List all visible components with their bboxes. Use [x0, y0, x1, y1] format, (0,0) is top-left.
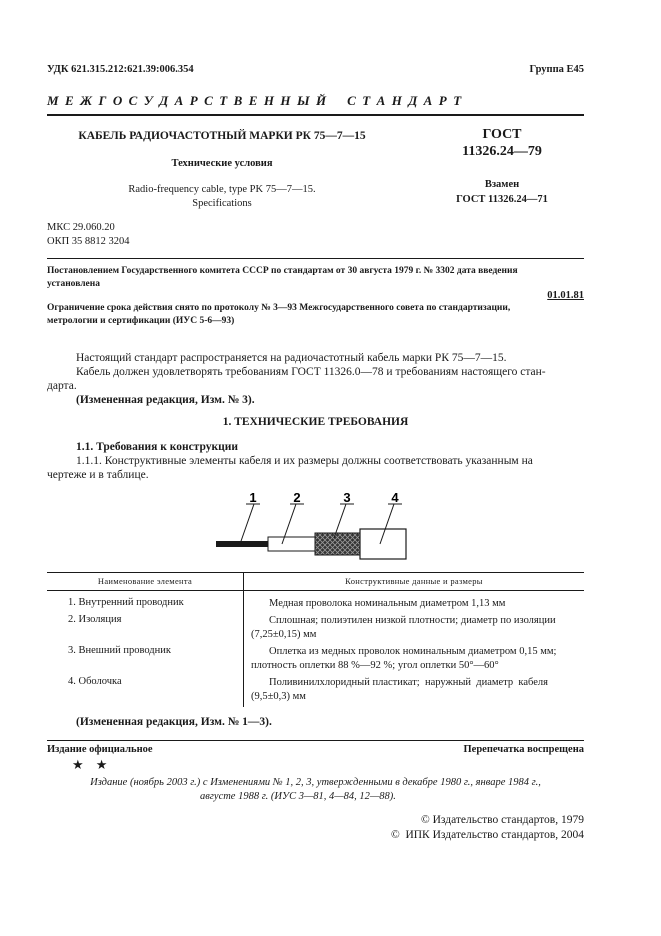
- callout-label: 4: [391, 490, 399, 505]
- amendment-note-2: (Измененная редакция, Изм. № 1—3).: [76, 716, 272, 728]
- row-name: 1. Внутренний проводник: [68, 597, 184, 608]
- limit-line1: Ограничение срока действия снято по протоколу № 3—93 Межгосударственного совета по стандартизации,: [47, 303, 511, 313]
- row-name: 2. Изоляция: [68, 614, 122, 625]
- edition-note-line1: Издание (ноябрь 2003 г.) с Изменениями № 1, 2, 3, утвержденными в декабре 1980 г., январе 1984 г.,: [90, 777, 541, 788]
- section-heading: 1. ТЕХНИЧЕСКИЕ ТРЕБОВАНИЯ: [222, 416, 409, 428]
- row-data-line2: (7,25±0,15) мм: [251, 629, 317, 640]
- clause-111-line2: чертеже и в таблице.: [47, 469, 149, 481]
- row-data-line1: Сплошная; полиэтилен низкой плотности; диаметр по изоляции: [269, 615, 556, 626]
- intro-paragraph-1: Настоящий стандарт распространяется на радиочастотный кабель марки РК 75—7—15.: [76, 352, 507, 364]
- gost-label: ГОСТ: [482, 127, 522, 142]
- decree-line2: установлена: [47, 279, 100, 289]
- subsection-heading: 1.1. Требования к конструкции: [76, 441, 238, 453]
- gost-number: 11326.24—79: [462, 144, 542, 159]
- page-subtitle: Технические условия: [171, 158, 273, 169]
- decree-line1: Постановлением Государственного комитета СССР по стандартам от 30 августа 1979 г. № 3302 дата введения: [47, 266, 518, 276]
- callout-label: 2: [293, 490, 301, 505]
- okp-code: ОКП 35 8812 3204: [47, 236, 130, 247]
- english-title-line2: Specifications: [192, 198, 252, 209]
- row-data: Медная проволока номинальным диаметром 1,13 мм: [269, 598, 506, 609]
- footer-rule: [47, 740, 584, 741]
- table-header-data: Конструктивные данные и размеры: [345, 576, 483, 586]
- table-header-name: Наименование элемента: [97, 576, 193, 586]
- row-data-line1: Оплетка из медных проволок номинальным диаметром 0,15 мм;: [269, 646, 557, 657]
- insulation-shape: [268, 537, 315, 551]
- table-top-rule: [47, 572, 584, 573]
- row-name: 3. Внешний проводник: [68, 645, 171, 656]
- row-data-line2: (9,5±0,3) мм: [251, 691, 306, 702]
- group-code: Группа Е45: [529, 64, 584, 75]
- jacket-shape: [360, 529, 406, 559]
- row-data-line1: Поливинилхлоридный пластикат; наружный диаметр кабеля: [269, 677, 548, 688]
- limit-line2: метрологии и сертификации (ИУС 5-6—93): [47, 316, 235, 326]
- reprint-prohibited-label: Перепечатка воспрещена: [463, 744, 584, 755]
- amendment-note-1: (Измененная редакция, Изм. № 3).: [76, 394, 255, 406]
- replaces-value: ГОСТ 11326.24—71: [456, 194, 548, 205]
- intro-paragraph-2-line1: Кабель должен удовлетворять требованиям ГОСТ 11326.0—78 и требованиям настоящего стан-: [76, 366, 546, 378]
- cable-drawing: [210, 490, 420, 565]
- stars-mark: ★ ★: [72, 758, 112, 773]
- table-column-divider: [243, 572, 244, 707]
- intro-paragraph-2-line2: дарта.: [47, 380, 77, 392]
- callout-leader-1: [240, 504, 254, 544]
- effective-date: 01.01.81: [547, 290, 584, 301]
- row-data-line2: плотность оплетки 88 %—92 %; угол оплетки 50°—60°: [251, 660, 499, 671]
- mks-code: МКС 29.060.20: [47, 222, 115, 233]
- page-title: КАБЕЛЬ РАДИОЧАСТОТНЫЙ МАРКИ РК 75—7—15: [78, 130, 366, 142]
- copyright-2004: © ИПК Издательство стандартов, 2004: [390, 829, 584, 841]
- edition-note-line2: августе 1988 г. (ИУС 3—81, 4—84, 12—88).: [200, 791, 396, 802]
- callout-label: 3: [343, 490, 351, 505]
- udk-code: УДК 621.315.212:621.39:006.354: [47, 64, 194, 75]
- copyright-1979: © Издательство стандартов, 1979: [420, 814, 584, 826]
- table-header-rule: [47, 590, 584, 591]
- banner-rule: [47, 114, 584, 116]
- official-edition-label: Издание официальное: [47, 744, 153, 755]
- standard-banner: М Е Ж Г О С У Д А Р С Т В Е Н Н Ы Й С Т А Н Д А Р Т: [47, 93, 463, 108]
- clause-111-line1: 1.1.1. Конструктивные элементы кабеля и их размеры должны соответствовать указанным на: [76, 455, 533, 467]
- english-title-line1: Radio-frequency cable, type PK 75—7—15.: [128, 184, 316, 195]
- replaces-label: Взамен: [484, 179, 520, 190]
- conductor-shape: [216, 541, 268, 547]
- callout-label: 1: [249, 490, 257, 505]
- row-name: 4. Оболочка: [68, 676, 122, 687]
- codes-rule: [47, 258, 584, 259]
- braid-shape: [315, 533, 360, 555]
